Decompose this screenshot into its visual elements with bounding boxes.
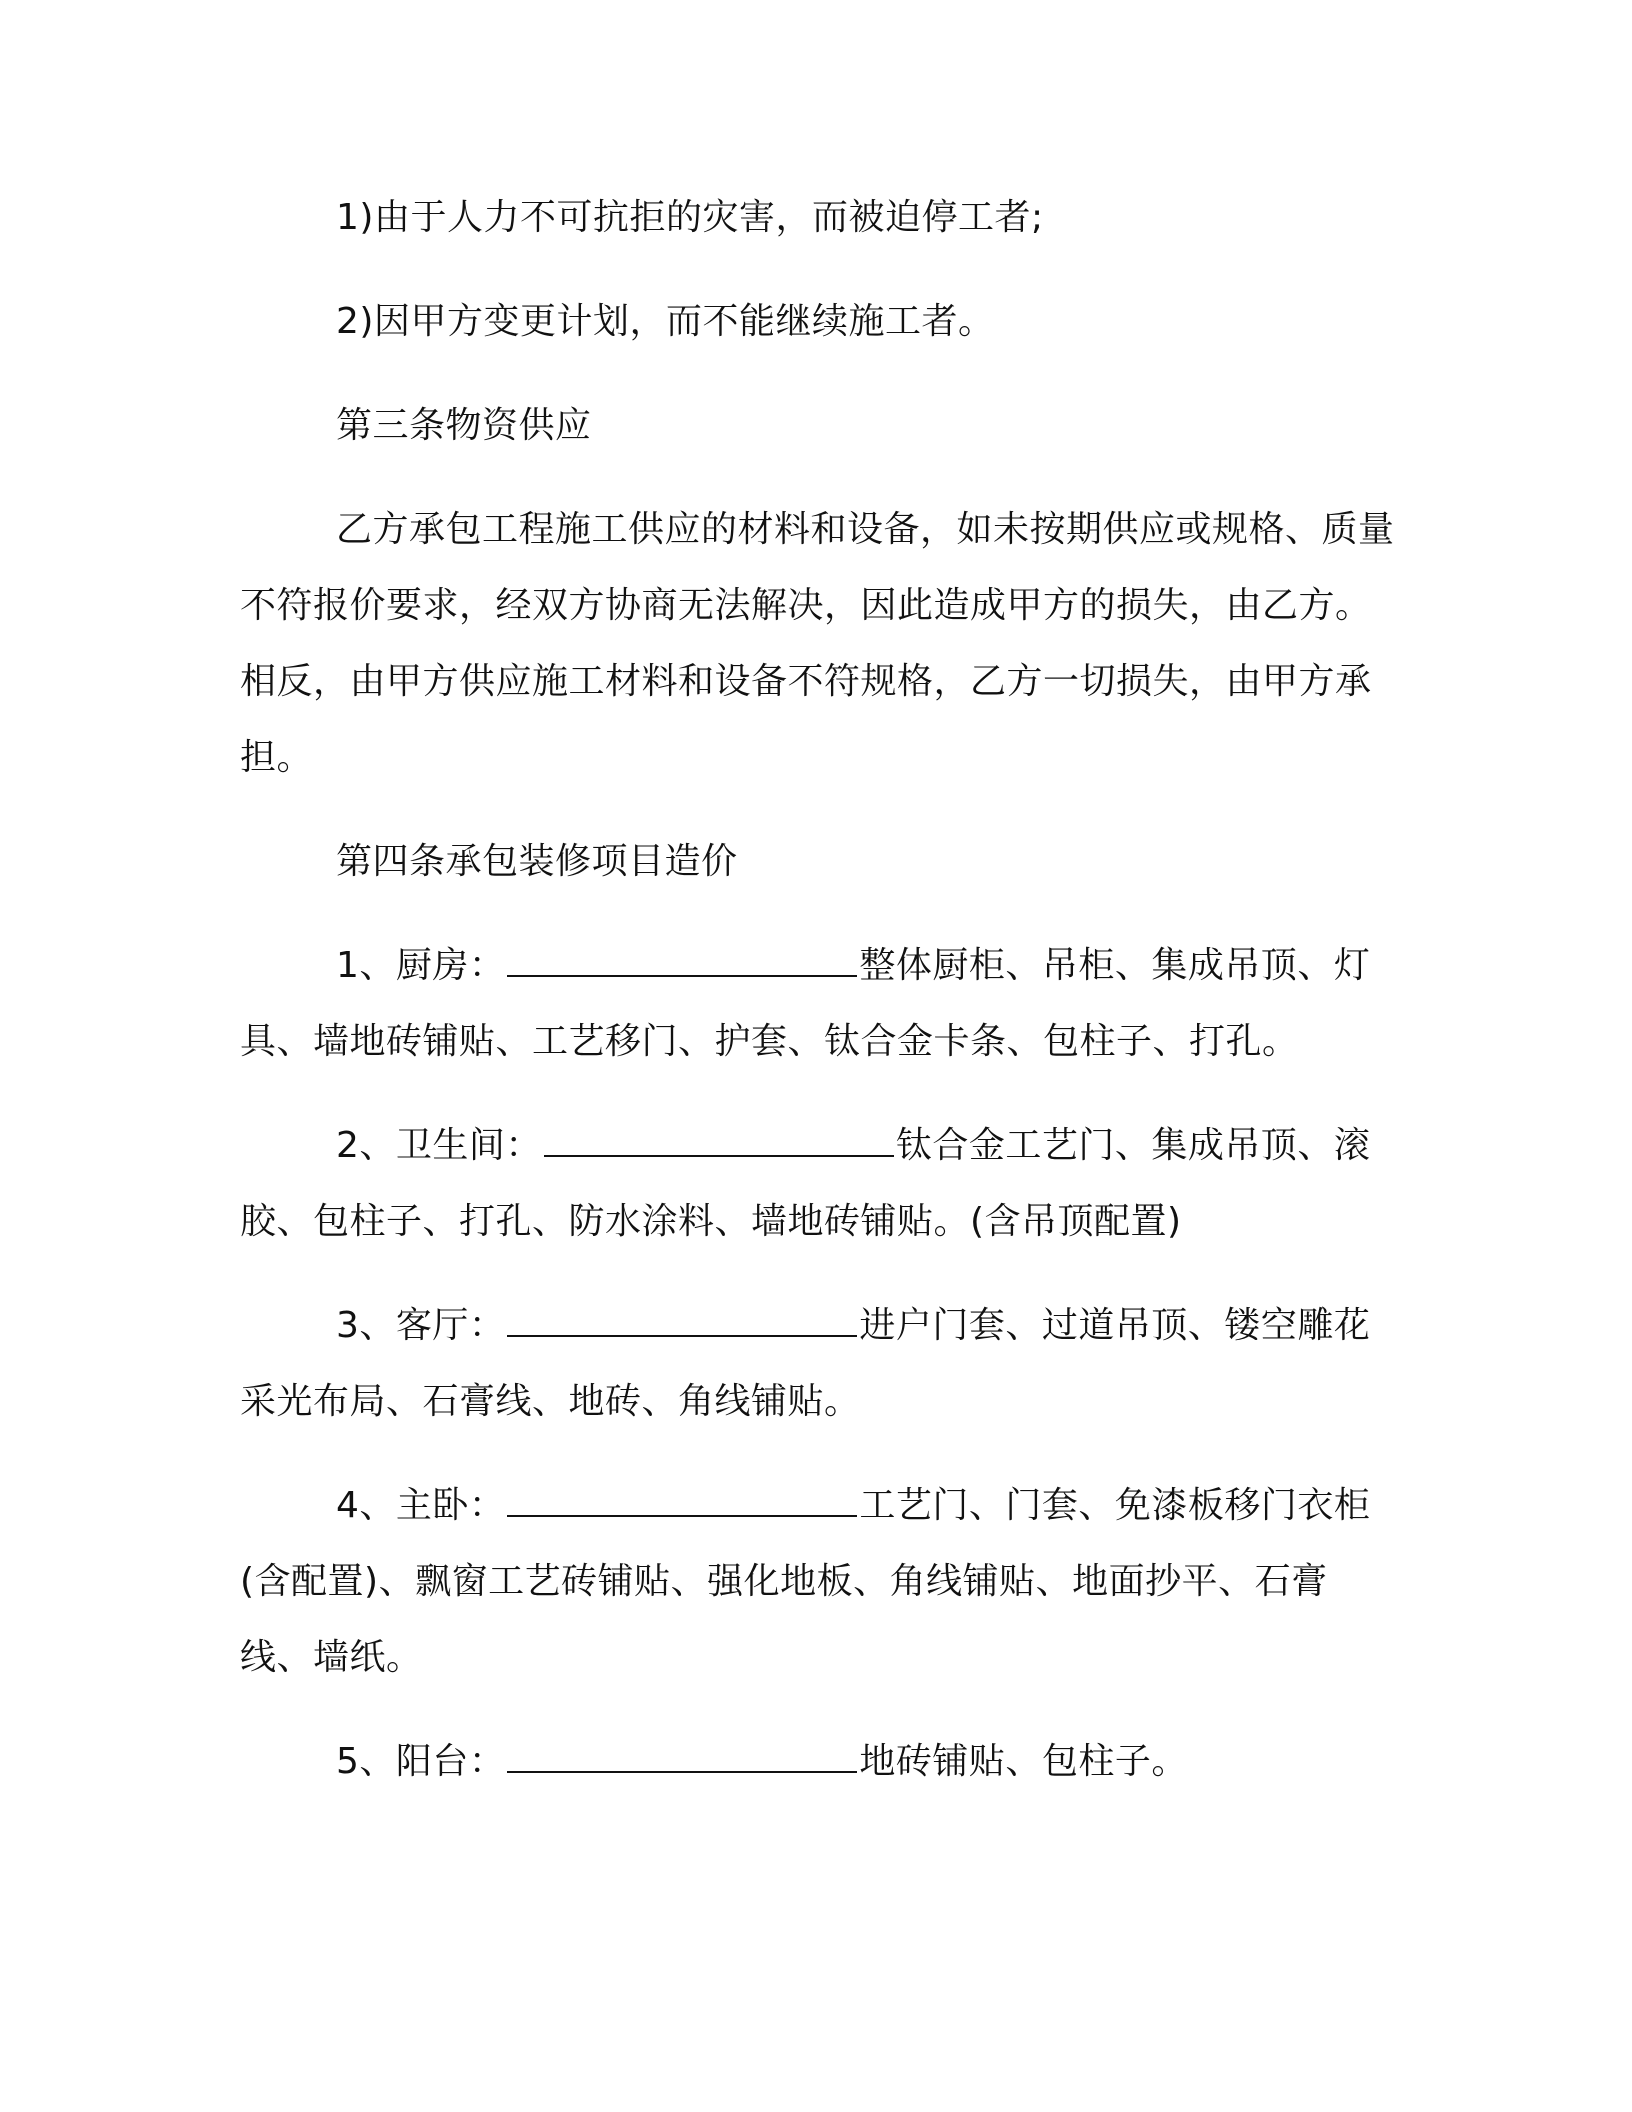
- blank-line: [544, 1121, 894, 1157]
- item-master-bedroom-prefix: 4、主卧：: [336, 1485, 506, 1526]
- item-master-bedroom: [240, 1468, 1400, 1696]
- item-living-room-text: 进户门套、过道吊顶、镂空雕花采光布局、石膏线、地砖、角线铺贴。: [240, 1305, 1371, 1422]
- item-living-room: [240, 1288, 1400, 1440]
- paragraph-plan-change: 2)因甲方变更计划，而不能继续施工者。: [336, 301, 995, 342]
- item-balcony-prefix: 5、阳台：: [336, 1741, 506, 1782]
- paragraph-force-majeure: 1)由于人力不可抗拒的灾害，而被迫停工者;: [336, 197, 1044, 238]
- blank-line: [507, 1301, 857, 1337]
- item-kitchen-prefix: 1、厨房：: [336, 945, 506, 986]
- blank-line: [507, 941, 857, 977]
- item-balcony-text: 地砖铺贴、包柱子。: [859, 1741, 1188, 1782]
- section-heading-cost: 第四条承包装修项目造价: [336, 841, 738, 882]
- item-bathroom-prefix: 2、卫生间：: [336, 1125, 542, 1166]
- section-heading-supply: 第三条物资供应: [336, 405, 592, 446]
- item-bathroom-text: 钛合金工艺门、集成吊顶、滚胶、包柱子、打孔、防水涂料、墙地砖铺贴。(含吊顶配置): [240, 1125, 1371, 1242]
- item-living-room-prefix: 3、客厅：: [336, 1305, 506, 1346]
- paragraph-supply-terms: 乙方承包工程施工供应的材料和设备，如未按期供应或规格、质量不符报价要求，经双方协商无法解决，因此造成甲方的损失，由乙方。相反，由甲方供应施工材料和设备不符规格，乙方一切损失，由甲方承担。: [240, 509, 1395, 778]
- document-page: [240, 180, 1400, 1828]
- blank-line: [507, 1481, 857, 1517]
- item-master-bedroom-text: 工艺门、门套、免漆板移门衣柜(含配置)、飘窗工艺砖铺贴、强化地板、角线铺贴、地面抄平、石膏线、墙纸。: [240, 1485, 1371, 1678]
- item-kitchen: [240, 928, 1400, 1080]
- item-bathroom: [240, 1108, 1400, 1260]
- item-kitchen-text: 整体厨柜、吊柜、集成吊顶、灯具、墙地砖铺贴、工艺移门、护套、钛合金卡条、包柱子、打孔。: [240, 945, 1371, 1062]
- item-balcony: [240, 1724, 1400, 1800]
- blank-line: [507, 1737, 857, 1773]
